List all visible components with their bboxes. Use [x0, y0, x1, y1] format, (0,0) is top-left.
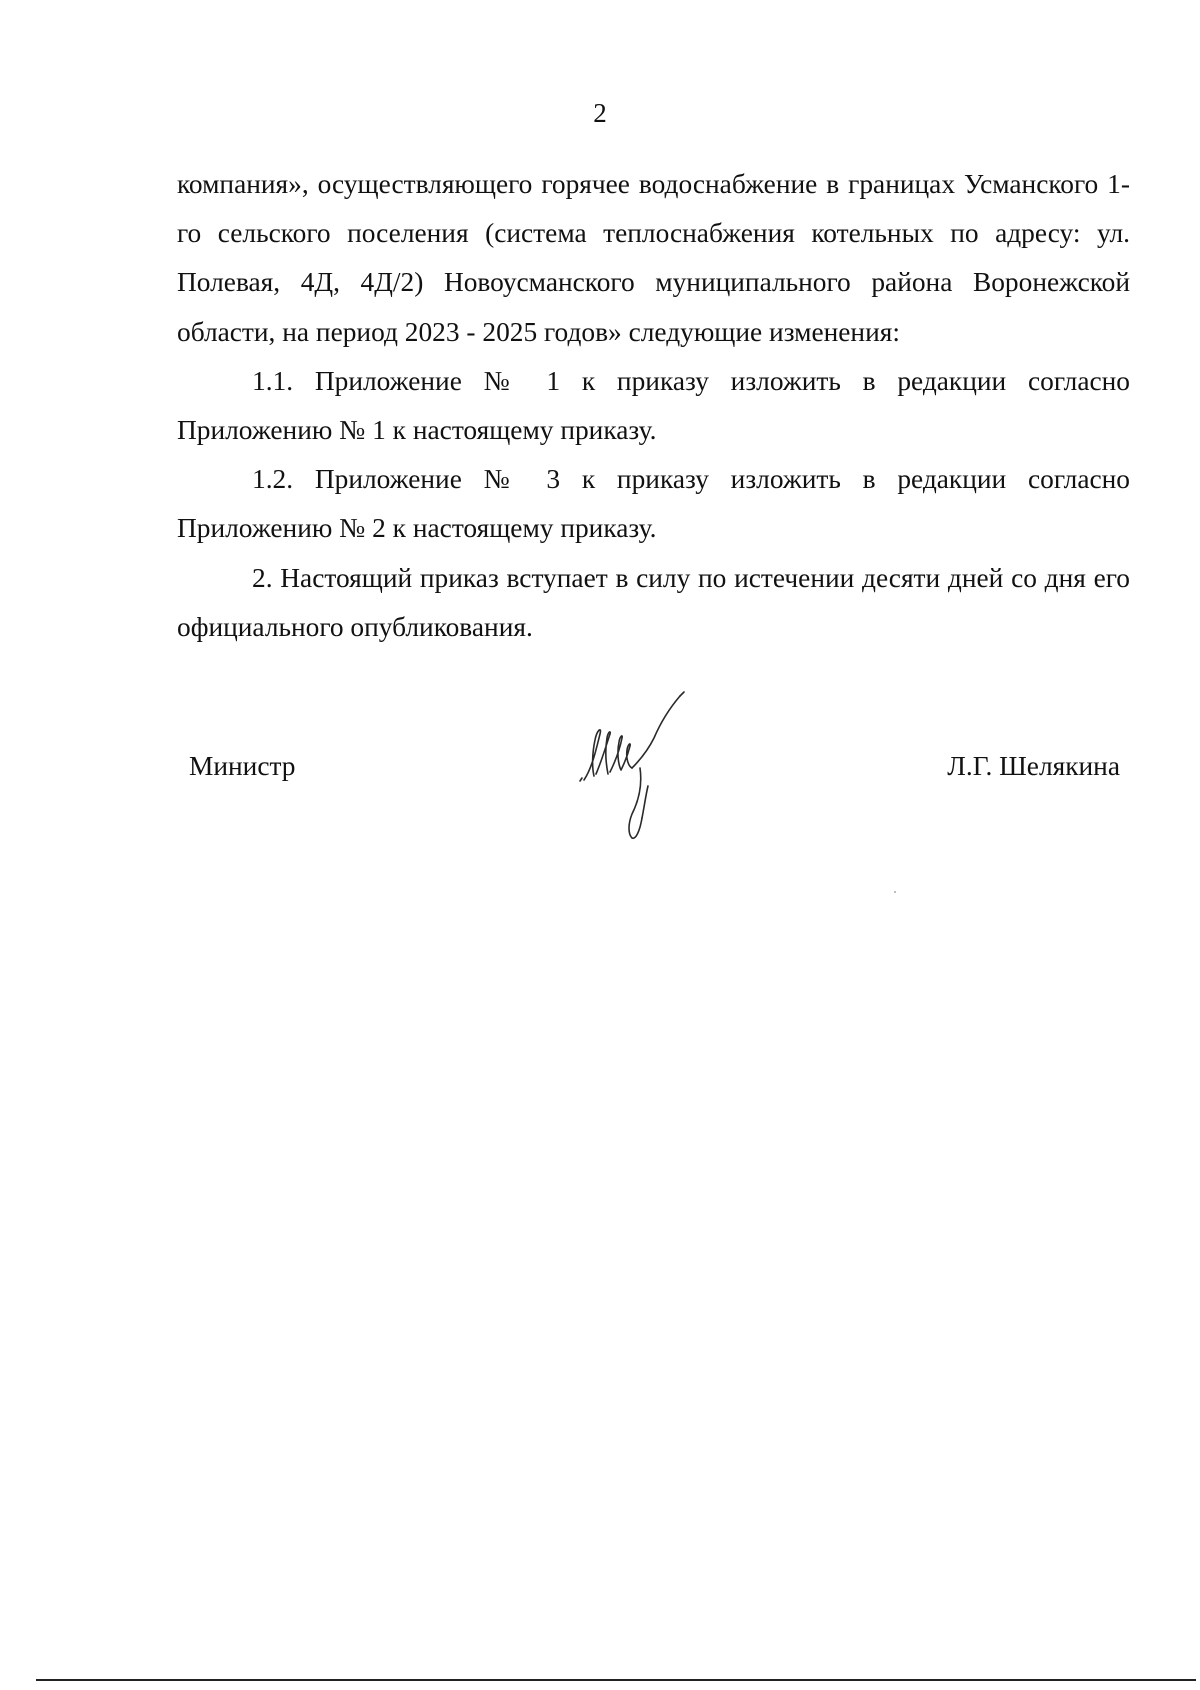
- paragraph-item-2: 2. Настоящий приказ вступает в силу по истечении десяти дней со дня его официального опубликования.: [177, 562, 1130, 642]
- signatory-title: Министр: [189, 751, 296, 781]
- paragraph-item-1-2: 1.2. Приложение № 3 к приказу изложить в редакции согласно Приложению № 2 к настоящему приказу.: [177, 464, 1130, 544]
- paragraph-item-1-1: 1.1. Приложение № 1 к приказу изложить в редакции согласно Приложению № 1 к настоящему приказу.: [177, 365, 1130, 446]
- document-body: [177, 160, 1130, 652]
- bottom-scan-edge-line: [36, 1679, 1196, 1681]
- handwritten-signature: [570, 690, 720, 870]
- scan-speck: [894, 891, 896, 893]
- signatory-name: Л.Г. Шелякина: [947, 751, 1120, 781]
- paragraph-intro-continuation: компания», осуществляющего горячее водоснабжение в границах Усманского 1-го сельского поселения (система теплоснабжения котельных по адресу: ул. Полевая, 4Д, 4Д/2) Новоусманского муниципального района Воронежской области, на период 2023 - 2025 годов» следующие изменения:: [177, 169, 1130, 347]
- page-number: 2: [593, 98, 607, 128]
